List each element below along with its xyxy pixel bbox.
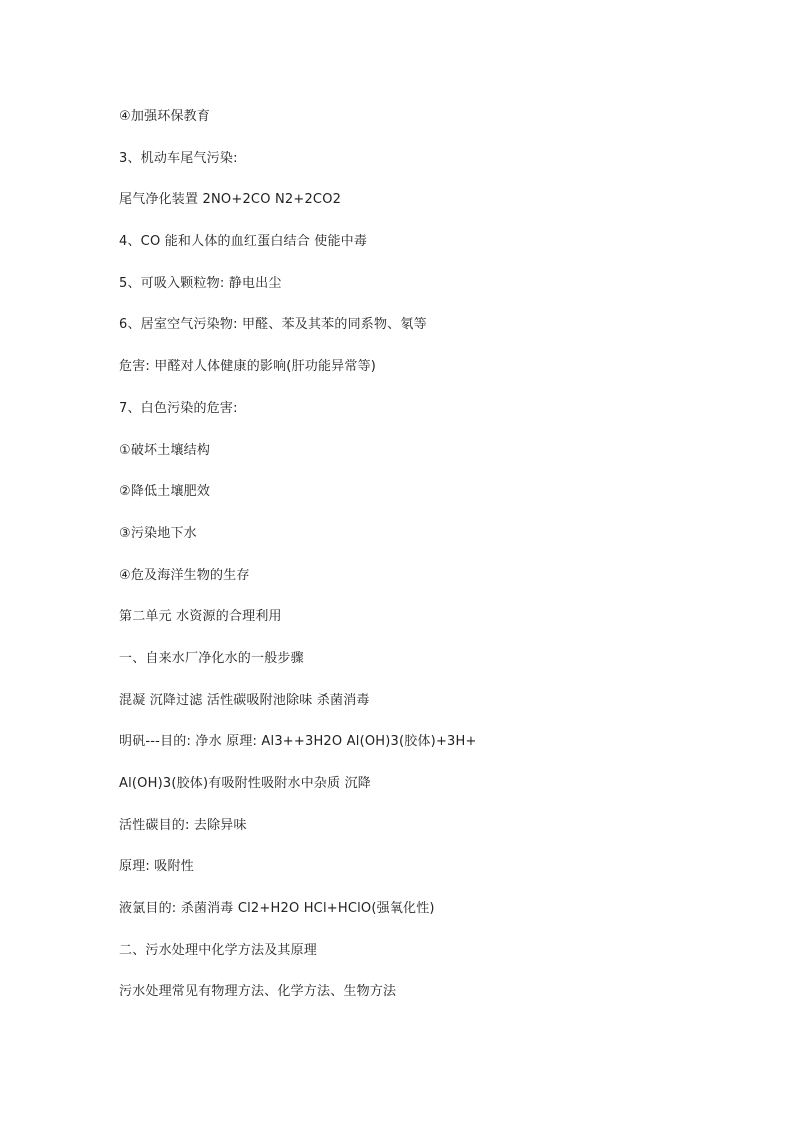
section-heading: 一、自来水厂净化水的一般步骤 [119, 650, 304, 666]
list-item: ④危及海洋生物的生存 [119, 567, 250, 583]
section-heading: 5、可吸入颗粒物: 静电出尘 [119, 275, 282, 291]
list-item: ①破坏土壤结构 [119, 442, 211, 458]
text-line: 液氯目的: 杀菌消毒 Cl2+H2O HCl+HClO(强氧化性) [119, 901, 435, 917]
section-heading: 6、居室空气污染物: 甲醛、苯及其苯的同系物、氡等 [119, 317, 427, 333]
section-heading: 二、污水处理中化学方法及其原理 [119, 942, 318, 958]
text-line: 明矾---目的: 净水 原理: Al3++3H2O Al(OH)3(胶体)+3H+ [119, 734, 477, 750]
text-line: 尾气净化装置 2NO+2CO N2+2CO2 [119, 192, 342, 208]
section-heading: 3、机动车尾气污染: [119, 150, 238, 166]
text-line: 污水处理常见有物理方法、化学方法、生物方法 [119, 984, 397, 1000]
section-heading: 4、CO 能和人体的血红蛋白结合 使能中毒 [119, 234, 368, 250]
section-heading: 7、白色污染的危害: [119, 400, 238, 416]
document-body [119, 106, 679, 1023]
text-line: Al(OH)3(胶体)有吸附性吸附水中杂质 沉降 [119, 776, 372, 791]
list-item: ③污染地下水 [119, 525, 197, 541]
text-line: 危害: 甲醛对人体健康的影响(肝功能异常等) [119, 359, 377, 375]
text-line: 原理: 吸附性 [119, 859, 194, 875]
unit-heading: 第二单元 水资源的合理利用 [119, 609, 282, 625]
text-line: ④加强环保教育 [119, 109, 211, 124]
list-item: ②降低土壤肥效 [119, 484, 211, 500]
text-line: 活性碳目的: 去除异味 [119, 817, 247, 833]
text-line: 混凝 沉降过滤 活性碳吸附池除味 杀菌消毒 [119, 692, 370, 708]
